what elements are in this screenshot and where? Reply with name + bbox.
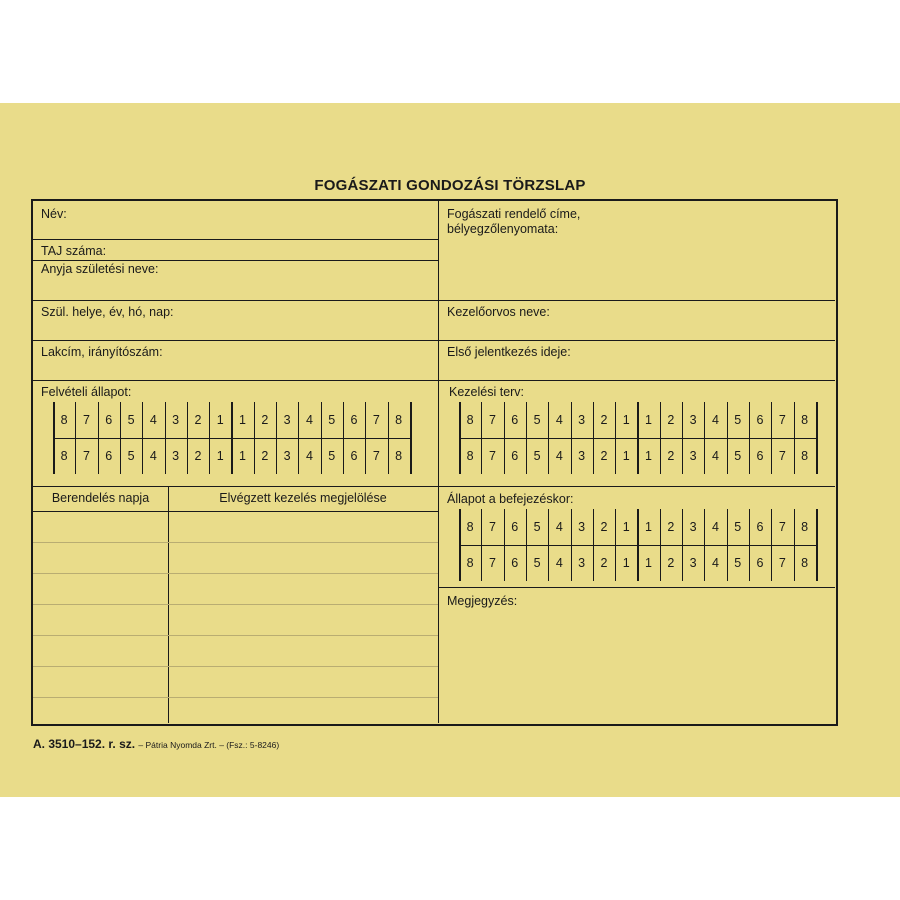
mother-name-label: Anyja születési neve: [41, 262, 159, 276]
tooth-separator [816, 509, 818, 581]
tooth-number: 2 [667, 413, 675, 427]
table-row [33, 542, 438, 543]
tooth-number: 4 [711, 556, 719, 570]
tooth-number: 6 [511, 449, 519, 463]
dental-chart-final [459, 509, 816, 581]
tooth-number: 7 [488, 413, 496, 427]
divider [33, 340, 835, 341]
form-frame [31, 199, 838, 726]
tooth-number: 3 [578, 556, 586, 570]
tooth-number: 3 [578, 413, 586, 427]
table-header-treatment: Elvégzett kezelés megjelölése [219, 491, 387, 505]
tooth-number: 6 [756, 520, 764, 534]
tooth-number: 3 [578, 520, 586, 534]
divider [33, 300, 835, 301]
tooth-number: 8 [60, 449, 68, 463]
tooth-number: 5 [734, 520, 742, 534]
tooth-number: 8 [60, 413, 68, 427]
dental-chart-admission [53, 402, 410, 474]
final-status-label: Állapot a befejezéskor: [447, 492, 574, 506]
treatment-plan-label: Kezelési terv: [449, 385, 525, 399]
tooth-number: 6 [350, 413, 358, 427]
tooth-number: 7 [488, 520, 496, 534]
tooth-number: 8 [801, 449, 809, 463]
tooth-number: 5 [734, 556, 742, 570]
birth-label: Szül. helye, év, hó, nap: [41, 305, 174, 319]
tooth-number: 8 [466, 556, 474, 570]
tooth-number: 2 [600, 413, 608, 427]
tooth-number: 8 [801, 413, 809, 427]
tooth-number: 4 [555, 556, 563, 570]
tooth-number: 7 [778, 556, 786, 570]
tooth-number: 2 [600, 556, 608, 570]
table-row [33, 573, 438, 574]
jaw-divider [459, 545, 816, 546]
tooth-number: 1 [622, 556, 630, 570]
tooth-number: 8 [466, 413, 474, 427]
tooth-number: 7 [778, 520, 786, 534]
tooth-number: 7 [372, 449, 380, 463]
tooth-number: 5 [533, 520, 541, 534]
table-row [33, 604, 438, 605]
tooth-number: 8 [395, 449, 403, 463]
tooth-number: 6 [756, 449, 764, 463]
form-footer [33, 737, 279, 751]
tooth-number: 5 [533, 556, 541, 570]
jaw-divider [53, 438, 410, 439]
tooth-number: 2 [667, 520, 675, 534]
tooth-number: 1 [645, 556, 652, 570]
tooth-number: 2 [261, 413, 269, 427]
tooth-number: 6 [756, 556, 764, 570]
tooth-number: 1 [645, 449, 652, 463]
tooth-number: 2 [600, 449, 608, 463]
tooth-number: 4 [149, 413, 157, 427]
tooth-number: 1 [622, 520, 630, 534]
tooth-number: 4 [711, 520, 719, 534]
doctor-name-label: Kezelőorvos neve: [447, 305, 550, 319]
tooth-number: 3 [689, 556, 697, 570]
tooth-number: 7 [488, 556, 496, 570]
divider [33, 511, 438, 512]
tooth-number: 2 [194, 413, 202, 427]
tooth-number: 2 [667, 556, 675, 570]
tooth-number: 7 [778, 413, 786, 427]
clinic-address-label: Fogászati rendelő címe, [447, 207, 581, 221]
tooth-number: 8 [801, 520, 809, 534]
tooth-number: 2 [194, 449, 202, 463]
tooth-number: 5 [734, 413, 742, 427]
tooth-number: 1 [645, 520, 652, 534]
tooth-number: 1 [239, 449, 246, 463]
tooth-number: 6 [105, 449, 113, 463]
tooth-separator [410, 402, 412, 474]
table-row [33, 635, 438, 636]
tooth-number: 1 [645, 413, 652, 427]
form-title: FOGÁSZATI GONDOZÁSI TÖRZSLAP [314, 177, 586, 194]
tooth-number: 5 [533, 413, 541, 427]
tooth-number: 7 [82, 449, 90, 463]
tooth-number: 5 [127, 413, 135, 427]
table-header-date: Berendelés napja [51, 491, 150, 505]
tooth-number: 4 [711, 449, 719, 463]
first-visit-label: Első jelentkezés ideje: [447, 345, 571, 359]
tooth-number: 4 [305, 449, 313, 463]
tooth-number: 4 [555, 520, 563, 534]
tooth-number: 5 [328, 413, 336, 427]
notes-label: Megjegyzés: [447, 594, 518, 608]
tooth-number: 3 [172, 449, 180, 463]
jaw-divider [459, 438, 816, 439]
tooth-number: 3 [283, 449, 291, 463]
tooth-separator [816, 402, 818, 474]
tooth-number: 1 [216, 449, 224, 463]
tooth-number: 6 [756, 413, 764, 427]
tooth-number: 6 [511, 556, 519, 570]
tooth-number: 1 [239, 413, 246, 427]
tooth-number: 8 [395, 413, 403, 427]
tooth-number: 3 [689, 520, 697, 534]
tooth-number: 8 [801, 556, 809, 570]
tooth-number: 4 [711, 413, 719, 427]
table-row [33, 697, 438, 698]
tooth-number: 5 [127, 449, 135, 463]
tooth-number: 4 [555, 413, 563, 427]
tooth-number: 2 [600, 520, 608, 534]
clinic-stamp-label: bélyegzőlenyomata: [447, 222, 559, 236]
form-card [0, 103, 900, 797]
tooth-number: 7 [488, 449, 496, 463]
tooth-number: 5 [734, 449, 742, 463]
tooth-number: 8 [466, 449, 474, 463]
tooth-number: 5 [533, 449, 541, 463]
tooth-number: 7 [778, 449, 786, 463]
tooth-number: 4 [555, 449, 563, 463]
tooth-number: 8 [466, 520, 474, 534]
tooth-number: 4 [305, 413, 313, 427]
divider [33, 380, 835, 381]
taj-label: TAJ száma: [41, 244, 107, 258]
tooth-number: 3 [578, 449, 586, 463]
tooth-number: 7 [82, 413, 90, 427]
name-label: Név: [41, 207, 67, 221]
tooth-number: 3 [283, 413, 291, 427]
tooth-number: 6 [511, 413, 519, 427]
tooth-number: 2 [261, 449, 269, 463]
form-code: A. 3510–152. r. sz. [33, 737, 136, 751]
table-row [33, 666, 438, 667]
tooth-number: 6 [350, 449, 358, 463]
divider [33, 239, 438, 240]
publisher-info: – Pátria Nyomda Zrt. – (Fsz.: 5-8246) [138, 740, 280, 750]
dental-chart-plan [459, 402, 816, 474]
tooth-number: 1 [622, 413, 630, 427]
tooth-number: 4 [149, 449, 157, 463]
tooth-number: 3 [172, 413, 180, 427]
tooth-number: 3 [689, 413, 697, 427]
divider [33, 486, 835, 487]
divider [33, 260, 438, 261]
center-divider [438, 201, 439, 723]
tooth-number: 3 [689, 449, 697, 463]
tooth-number: 5 [328, 449, 336, 463]
tooth-number: 7 [372, 413, 380, 427]
address-label: Lakcím, irányítószám: [41, 345, 163, 359]
admission-status-label: Felvételi állapot: [41, 385, 132, 399]
tooth-number: 6 [511, 520, 519, 534]
divider [438, 587, 835, 588]
tooth-number: 6 [105, 413, 113, 427]
tooth-number: 1 [622, 449, 630, 463]
tooth-number: 1 [216, 413, 224, 427]
tooth-number: 2 [667, 449, 675, 463]
